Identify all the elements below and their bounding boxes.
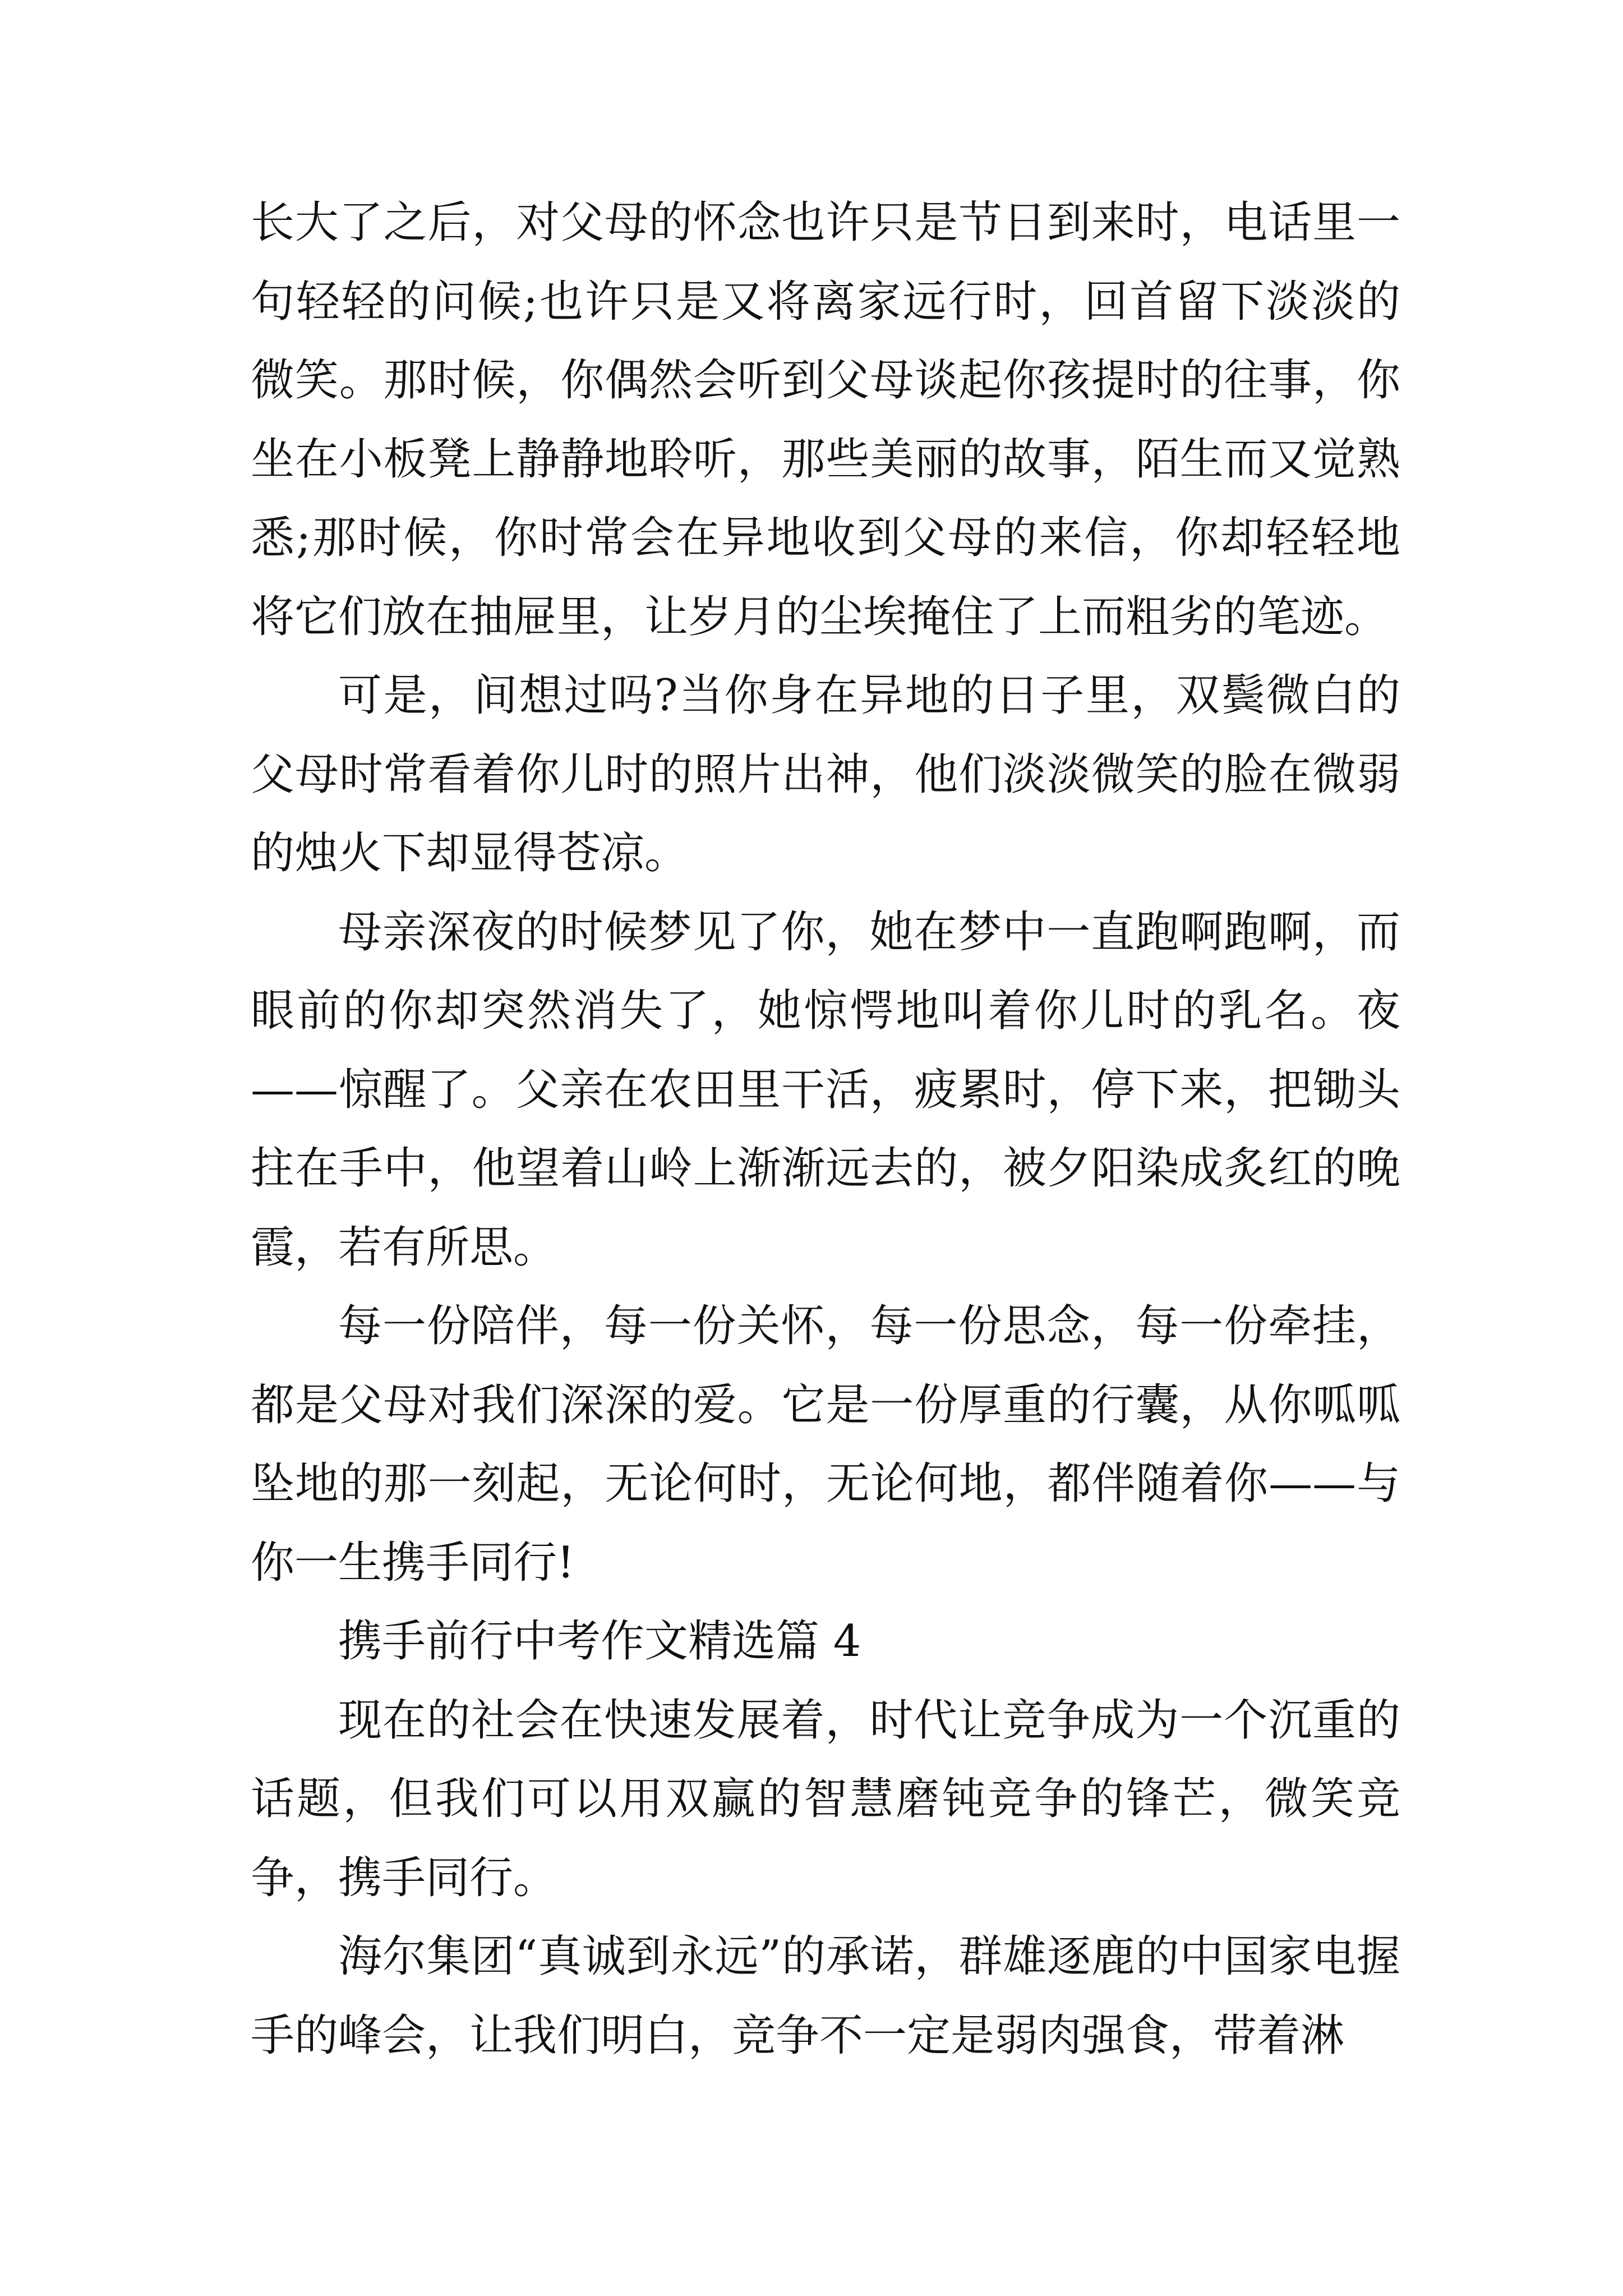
paragraph-3: 母亲深夜的时候梦见了你，她在梦中一直跑啊跑啊，而眼前的你却突然消失了，她惊愕地叫着你儿时的乳名。夜——惊醒了。父亲在农田里干活，疲累时，停下来，把锄头拄在手中，他望着山岭上渐渐远去的，被夕阳染成炙红的晚霞，若有所思。 [251,907,1400,1273]
paragraph-2: 可是，间想过吗?当你身在异地的日子里，双鬓微白的父母时常看着你儿时的照片出神，他们淡淡微笑的脸在微弱的烛火下却显得苍凉。 [251,670,1400,878]
paragraph-4: 每一份陪伴，每一份关怀，每一份思念，每一份牵挂，都是父母对我们深深的爱。它是一份厚重的行囊，从你呱呱坠地的那一刻起，无论何时，无论何地，都伴随着你——与你一生携手同行! [251,1301,1400,1588]
section-heading: 携手前行中考作文精选篇 4 [338,1616,861,1667]
paragraph-1: 长大了之后，对父母的怀念也许只是节日到来时，电话里一句轻轻的问候;也许只是又将离家远行时，回首留下淡淡的微笑。那时候，你偶然会听到父母谈起你孩提时的往事，你坐在小板凳上静静地聆听，那些美丽的故事，陌生而又觉熟悉;那时候，你时常会在异地收到父母的来信，你却轻轻地将它们放在抽屉里，让岁月的尘埃掩住了上而粗劣的笔迹。 [251,197,1400,642]
paragraph-6: 海尔集团“真诚到永远”的承诺，群雄逐鹿的中国家电握手的峰会，让我们明白，竞争不一定是弱肉强食，带着淋 [251,1931,1400,2061]
paragraph-5: 现在的社会在快速发展着，时代让竞争成为一个沉重的话题，但我们可以用双赢的智慧磨钝竞争的锋芒，微笑竞争，携手同行。 [251,1695,1400,1903]
document-body [251,183,1400,2075]
